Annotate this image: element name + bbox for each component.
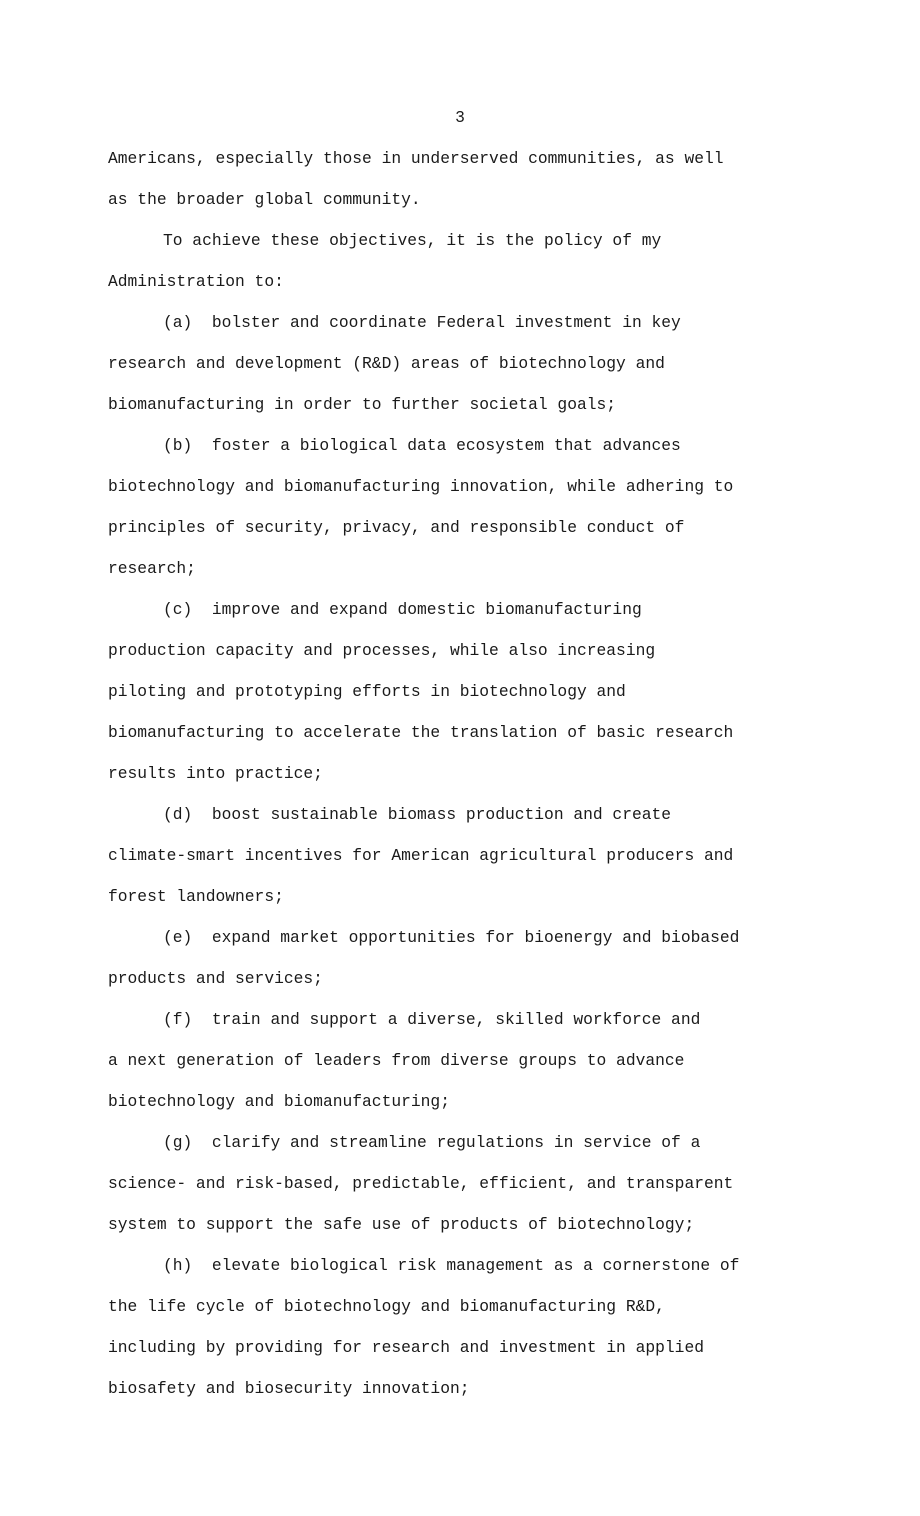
list-item-f <box>108 1007 828 1130</box>
list-item-b <box>108 433 828 597</box>
text-line: climate-smart incentives for American agricultural producers and <box>108 846 734 865</box>
text-line: research; <box>108 559 196 578</box>
text-line: (h) elevate biological risk management as a cornerstone of <box>163 1256 740 1275</box>
text-line: the life cycle of biotechnology and biomanufacturing R&D, <box>108 1297 665 1316</box>
list-item-c <box>108 597 828 802</box>
text-line: biotechnology and biomanufacturing; <box>108 1092 450 1111</box>
text-line: including by providing for research and investment in applied <box>108 1338 704 1357</box>
list-item-e <box>108 925 828 1007</box>
text-line: system to support the safe use of products of biotechnology; <box>108 1215 695 1234</box>
list-item-h <box>108 1253 828 1417</box>
list-item-a <box>108 310 828 433</box>
text-line: production capacity and processes, while also increasing <box>108 641 656 660</box>
list-item-g <box>108 1130 828 1253</box>
list-item-d <box>108 802 828 925</box>
text-line: forest landowners; <box>108 887 284 906</box>
text-line: science- and risk-based, predictable, efficient, and transparent <box>108 1174 734 1193</box>
text-line: (c) improve and expand domestic biomanufacturing <box>163 600 642 619</box>
text-line: To achieve these objectives, it is the policy of my <box>163 231 662 250</box>
text-line: biomanufacturing in order to further societal goals; <box>108 395 617 414</box>
text-line: (f) train and support a diverse, skilled workforce and <box>163 1010 701 1029</box>
text-line: results into practice; <box>108 764 323 783</box>
text-line: Americans, especially those in underserved communities, as well <box>108 149 724 168</box>
text-line: principles of security, privacy, and responsible conduct of <box>108 518 685 537</box>
text-line: (b) foster a biological data ecosystem that advances <box>163 436 681 455</box>
text-line: products and services; <box>108 969 323 988</box>
text-line: (d) boost sustainable biomass production and create <box>163 805 672 824</box>
text-line: biomanufacturing to accelerate the translation of basic research <box>108 723 734 742</box>
paragraph-policy-lead <box>108 228 828 310</box>
text-line: (g) clarify and streamline regulations in service of a <box>163 1133 701 1152</box>
text-line: biosafety and biosecurity innovation; <box>108 1379 470 1398</box>
text-line: (a) bolster and coordinate Federal investment in key <box>163 313 681 332</box>
text-line: Administration to: <box>108 272 284 291</box>
paragraph-intro-continued <box>108 146 828 228</box>
text-line: as the broader global community. <box>108 190 421 209</box>
document-body <box>108 146 828 1417</box>
text-line: piloting and prototyping efforts in biotechnology and <box>108 682 626 701</box>
page-number: 3 <box>455 108 465 127</box>
text-line: research and development (R&D) areas of biotechnology and <box>108 354 665 373</box>
text-line: biotechnology and biomanufacturing innovation, while adhering to <box>108 477 734 496</box>
text-line: (e) expand market opportunities for bioenergy and biobased <box>163 928 740 947</box>
text-line: a next generation of leaders from diverse groups to advance <box>108 1051 685 1070</box>
